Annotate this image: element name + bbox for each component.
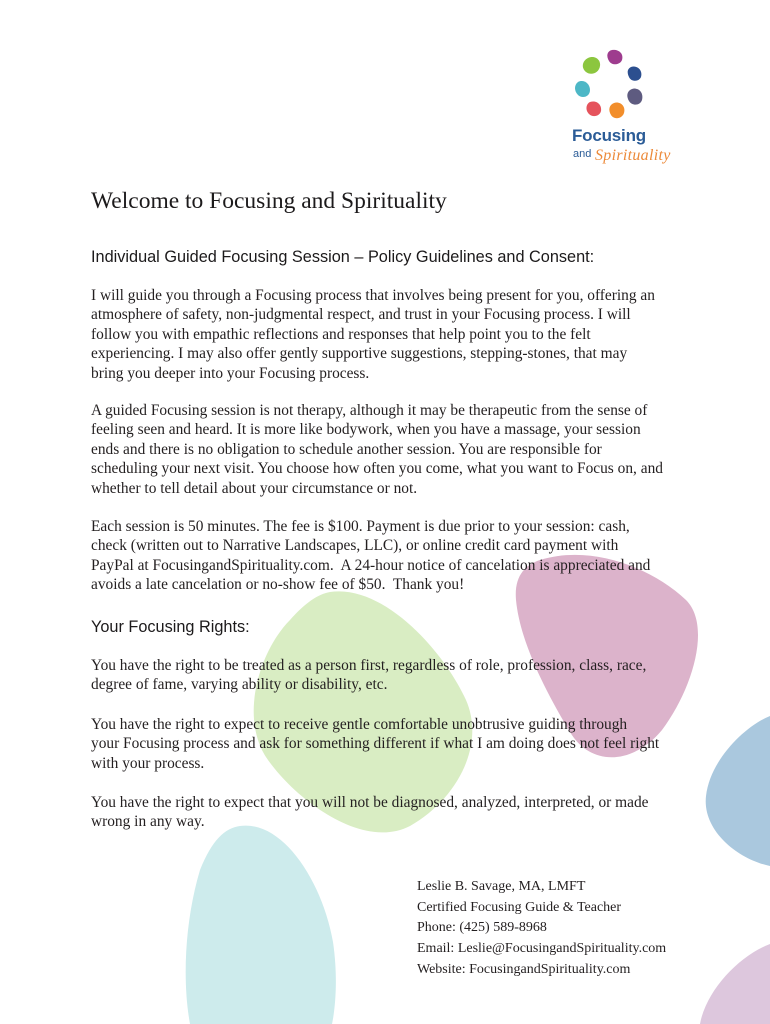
text-line: with your process. <box>91 754 205 772</box>
logo-slate-shape <box>627 89 642 105</box>
logo-teal-shape <box>575 81 590 97</box>
text-line: Each session is 50 minutes. The fee is $100. Payment is due prior to your session: cash, <box>91 518 630 535</box>
section-heading-rights: Your Focusing Rights: <box>91 618 250 636</box>
logo-word-focusing: Focusing <box>572 126 646 145</box>
page-title: Welcome to Focusing and Spirituality <box>91 188 447 214</box>
text-line: I will guide you through a Focusing process that involves being present for you, offering an <box>91 287 655 304</box>
rights-paragraph-1 <box>91 656 646 695</box>
text-line: check (written out to Narrative Landscapes, LLC), or online credit card payment with <box>91 537 619 555</box>
rights-paragraph-2 <box>91 715 659 773</box>
text-line: A guided Focusing session is not therapy, although it may be therapeutic from the sense of <box>91 402 648 419</box>
text-line: experiencing. I may also offer gently supportive suggestions, stepping-stones, that may <box>91 345 628 363</box>
logo-mark <box>570 44 654 124</box>
teal-blob <box>186 826 336 1024</box>
lilac-blob <box>700 944 770 1024</box>
text-line: avoids a late cancelation or no-show fee of $50. Thank you! <box>91 576 465 594</box>
text-line: PayPal at FocusingandSpirituality.com. A 24-hour notice of cancelation is appreciated and <box>91 556 651 574</box>
text-line: whether to tell detail about your circumstance or not. <box>91 479 418 497</box>
signature-email: Email: Leslie@FocusingandSpirituality.com <box>417 941 667 957</box>
policy-paragraph-3 <box>91 517 650 595</box>
logo-word-and: and <box>573 148 592 160</box>
section-heading-policy: Individual Guided Focusing Session – Policy Guidelines and Consent: <box>91 248 595 266</box>
signature-block <box>417 877 666 981</box>
logo-coral-shape <box>586 101 601 116</box>
text-line: atmosphere of safety, non-judgmental respect, and trust in your Focusing process. I will <box>91 306 631 324</box>
text-line: wrong in any way. <box>91 813 205 831</box>
text-line: bring you deeper into your Focusing process. <box>91 364 370 382</box>
text-line: follow you with empathic reflections and responses that help point you to the felt <box>91 325 591 343</box>
signature-phone: Phone: (425) 589-8968 <box>417 920 547 936</box>
logo-navy-shape <box>628 67 642 81</box>
text-line: You have the right to expect to receive gentle comfortable unobtrusive guiding through <box>91 716 628 733</box>
text-line: your Focusing process and ask for something different if what I am doing does not feel right <box>91 735 660 753</box>
blue-blob <box>706 716 770 866</box>
logo-word-spirituality: Spirituality <box>595 147 671 164</box>
text-line: You have the right to be treated as a person first, regardless of role, profession, class, race, <box>91 657 647 674</box>
signature-website: Website: FocusingandSpirituality.com <box>417 961 631 977</box>
text-line: ends and there is no obligation to schedule another session. You are responsible for <box>91 440 602 458</box>
text-line: feeling seen and heard. It is more like bodywork, when you have a massage, your session <box>91 421 641 439</box>
signature-name: Leslie B. Savage, MA, LMFT <box>417 879 586 894</box>
logo-magenta-shape <box>607 50 622 64</box>
text-line: degree of fame, varying ability or disability, etc. <box>91 676 388 694</box>
text-line: You have the right to expect that you will not be diagnosed, analyzed, interpreted, or made <box>91 794 649 811</box>
logo-orange-shape <box>609 103 624 119</box>
text-line: scheduling your next visit. You choose how often you come, what you want to Focus on, and <box>91 460 663 478</box>
logo-green-shape <box>583 57 600 74</box>
rights-paragraph-3 <box>91 793 648 832</box>
signature-credential: Certified Focusing Guide & Teacher <box>417 899 622 915</box>
policy-paragraph-1 <box>91 286 655 383</box>
policy-paragraph-2 <box>91 401 663 498</box>
